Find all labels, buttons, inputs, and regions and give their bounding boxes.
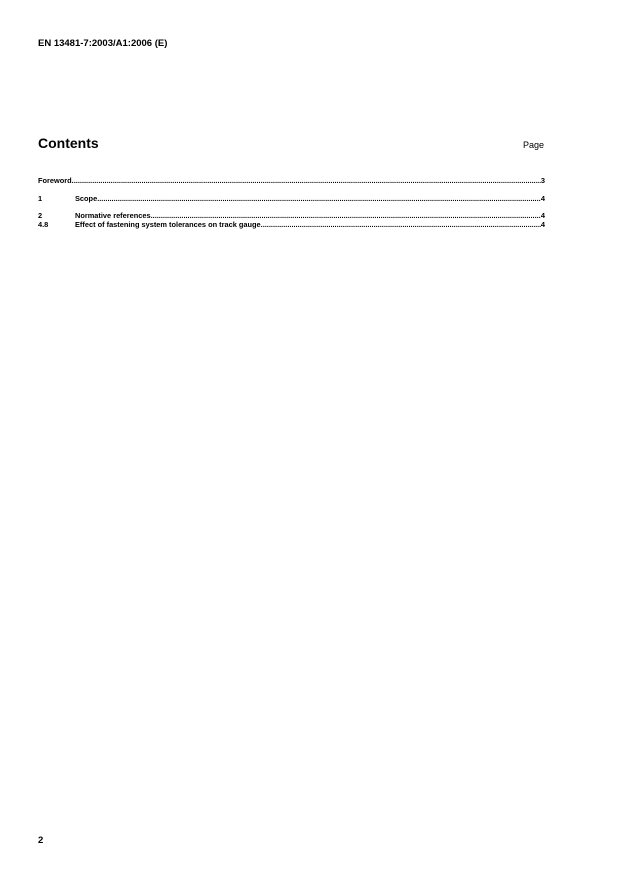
toc-entry-foreword[interactable] [38, 175, 545, 186]
toc-entry-page: 4 [540, 194, 545, 203]
toc-entry-number: 2 [38, 211, 43, 220]
toc-leader-dots [97, 193, 541, 204]
toc-entry-page: 4 [540, 211, 545, 220]
toc-leader-dots [72, 175, 541, 186]
toc-entry-title: Foreword [38, 176, 72, 185]
toc-entry-fastening-tolerances[interactable] [38, 219, 545, 230]
toc-leader-dots [261, 219, 541, 230]
toc-entry-scope[interactable] [38, 193, 545, 204]
toc-entry-page: 4 [540, 220, 545, 229]
page-number: 2 [38, 835, 44, 846]
document-id: EN 13481-7:2003/A1:2006 (E) [38, 38, 168, 49]
toc-entry-title: Scope [75, 194, 98, 203]
contents-title: Contents [38, 135, 99, 151]
toc-entry-title: Normative references [75, 211, 151, 220]
toc-entry-page: 3 [540, 176, 545, 185]
page-column-label: Page [522, 140, 544, 150]
toc-entry-number: 4.8 [38, 220, 49, 229]
toc-entry-number: 1 [38, 194, 43, 203]
toc-entry-title: Effect of fastening system tolerances on track gauge [75, 220, 261, 229]
